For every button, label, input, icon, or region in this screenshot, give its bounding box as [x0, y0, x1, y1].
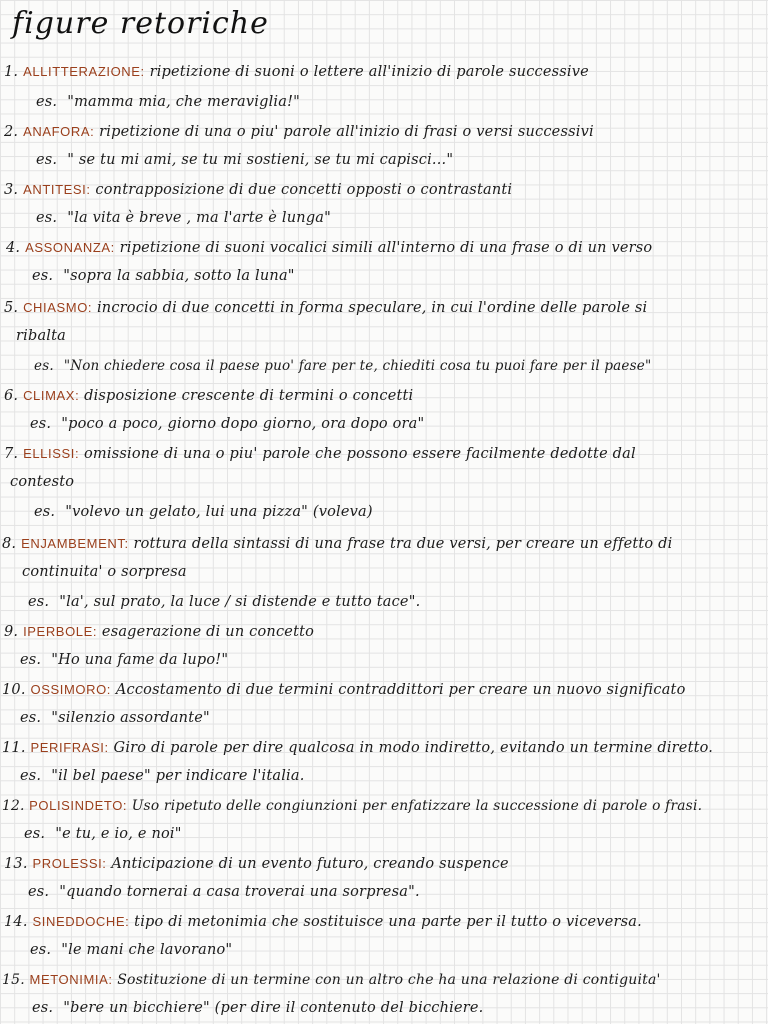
item-term: ELLISSI:	[23, 446, 80, 461]
item-number: 6.	[4, 388, 19, 404]
example-label: es.	[28, 884, 50, 900]
item-4-definition	[6, 238, 652, 258]
example-text: "il bel paese" per indicare l'italia.	[51, 768, 305, 784]
example-label: es.	[36, 94, 58, 110]
item-2-example	[36, 150, 453, 170]
item-number: 1.	[4, 64, 19, 80]
item-11-example	[20, 766, 305, 786]
item-definition-text: ripetizione di una o piu' parole all'inizio di frasi o versi successivi	[94, 124, 594, 140]
item-6-example	[30, 414, 424, 434]
item-definition-text: rottura della sintassi di una frase tra due versi, per creare un effetto di	[128, 536, 673, 552]
item-12-definition	[2, 796, 702, 816]
example-label: es.	[30, 942, 52, 958]
example-label: es.	[24, 826, 46, 842]
example-text: "quando tornerai a casa troverai una sorpresa".	[59, 884, 420, 900]
example-text: "Non chiedere cosa il paese puo' fare per te, chiediti cosa tu puoi fare per il paese"	[63, 358, 652, 374]
item-term: OSSIMORO:	[30, 682, 112, 697]
example-text: "le mani che lavorano"	[61, 942, 233, 958]
item-term: METONIMIA:	[29, 972, 113, 987]
example-label: es.	[32, 1000, 54, 1016]
item-12-example	[24, 824, 182, 844]
item-7-definition-continued: contesto	[10, 474, 75, 490]
item-term: CHIASMO:	[23, 300, 93, 315]
item-definition-text: Accostamento di due termini contraddittori per creare un nuovo significato	[111, 682, 686, 698]
item-definition-text: disposizione crescente di termini o concetti	[79, 388, 414, 404]
item-15-example	[32, 998, 483, 1018]
item-11-definition	[2, 738, 713, 758]
item-9-example	[20, 650, 228, 670]
example-label: es.	[34, 358, 54, 374]
item-term: ANTITESI:	[23, 182, 91, 197]
example-label: es.	[28, 594, 50, 610]
example-label: es.	[20, 710, 42, 726]
item-term: ANAFORA:	[23, 124, 95, 139]
item-term: ENJAMBEMENT:	[21, 536, 129, 551]
example-text: "volevo un gelato, lui una pizza" (voleva)	[65, 504, 373, 520]
item-number: 5.	[4, 300, 19, 316]
item-number: 12.	[2, 798, 25, 814]
item-14-definition	[4, 912, 642, 932]
example-text: "la', sul prato, la luce / si distende e tutto tace".	[59, 594, 421, 610]
item-definition-text: ripetizione di suoni vocalici simili all'interno di una frase o di un verso	[114, 240, 653, 256]
item-definition-text: contrapposizione di due concetti opposti o contrastanti	[90, 182, 513, 198]
item-number: 14.	[4, 914, 28, 930]
example-text: "silenzio assordante"	[51, 710, 210, 726]
item-1-example	[36, 92, 300, 112]
item-term: CLIMAX:	[23, 388, 80, 403]
example-text: "la vita è breve , ma l'arte è lunga"	[67, 210, 332, 226]
item-term: ASSONANZA:	[25, 240, 115, 255]
item-term: IPERBOLE:	[23, 624, 98, 639]
example-text: "poco a poco, giorno dopo giorno, ora dopo ora"	[61, 416, 425, 432]
item-10-example	[20, 708, 210, 728]
item-13-definition	[4, 854, 509, 874]
item-definition-text: Uso ripetuto delle congiunzioni per enfatizzare la successione di parole o frasi.	[127, 798, 703, 814]
item-5-definition	[4, 298, 647, 318]
item-14-example	[30, 940, 232, 960]
example-label: es.	[36, 210, 58, 226]
item-3-definition	[4, 180, 512, 200]
item-number: 11.	[2, 740, 26, 756]
item-number: 7.	[4, 446, 19, 462]
item-3-example	[36, 208, 331, 228]
item-7-example	[34, 502, 373, 522]
item-9-definition	[4, 622, 314, 642]
item-8-definition	[2, 534, 673, 554]
item-number: 13.	[4, 856, 28, 872]
example-text: "mamma mia, che meraviglia!"	[67, 94, 300, 110]
item-term: PROLESSI:	[32, 856, 107, 871]
item-definition-text: tipo di metonimia che sostituisce una parte per il tutto o viceversa.	[129, 914, 642, 930]
item-definition-text: ripetizione di suoni o lettere all'inizio di parole successive	[144, 64, 589, 80]
item-number: 9.	[4, 624, 19, 640]
example-label: es.	[36, 152, 58, 168]
example-text: "e tu, e io, e noi"	[55, 826, 182, 842]
item-5-example	[34, 356, 651, 376]
item-term: SINEDDOCHE:	[32, 914, 130, 929]
item-number: 10.	[2, 682, 26, 698]
example-label: es.	[30, 416, 52, 432]
item-definition-text: Anticipazione di un evento futuro, creando suspence	[106, 856, 509, 872]
example-text: "bere un bicchiere" (per dire il contenuto del bicchiere.	[63, 1000, 484, 1016]
item-8-definition-continued: continuita' o sorpresa	[22, 564, 187, 580]
item-5-definition-continued: ribalta	[16, 328, 67, 344]
item-2-definition	[4, 122, 594, 142]
item-15-definition	[2, 970, 661, 990]
item-term: POLISINDETO:	[29, 798, 128, 813]
item-number: 3.	[4, 182, 19, 198]
item-definition-text: omissione di una o piu' parole che possono essere facilmente dedotte dal	[79, 446, 636, 462]
item-10-definition	[2, 680, 686, 700]
item-7-definition	[4, 444, 636, 464]
example-label: es.	[20, 768, 42, 784]
item-4-example	[32, 266, 295, 286]
item-term: ALLITTERAZIONE:	[23, 64, 145, 79]
example-label: es.	[34, 504, 56, 520]
item-definition-text: esagerazione di un concetto	[97, 624, 315, 640]
item-term: PERIFRASI:	[30, 740, 109, 755]
item-number: 8.	[2, 536, 17, 552]
example-text: "sopra la sabbia, sotto la luna"	[63, 268, 295, 284]
item-definition-text: incrocio di due concetti in forma speculare, in cui l'ordine delle parole si	[92, 300, 648, 316]
page-title: figure retoriche	[12, 6, 269, 41]
example-text: "Ho una fame da lupo!"	[51, 652, 229, 668]
item-definition-text: Sostituzione di un termine con un altro che ha una relazione di contiguita'	[112, 972, 661, 988]
example-label: es.	[32, 268, 54, 284]
item-13-example	[28, 882, 420, 902]
item-8-example	[28, 592, 420, 612]
item-number: 2.	[4, 124, 19, 140]
example-text: " se tu mi ami, se tu mi sostieni, se tu mi capisci..."	[67, 152, 454, 168]
example-label: es.	[20, 652, 42, 668]
item-number: 15.	[2, 972, 25, 988]
item-definition-text: Giro di parole per dire qualcosa in modo indiretto, evitando un termine diretto.	[108, 740, 714, 756]
item-1-definition	[4, 62, 589, 82]
item-number: 4.	[6, 240, 21, 256]
item-6-definition	[4, 386, 413, 406]
